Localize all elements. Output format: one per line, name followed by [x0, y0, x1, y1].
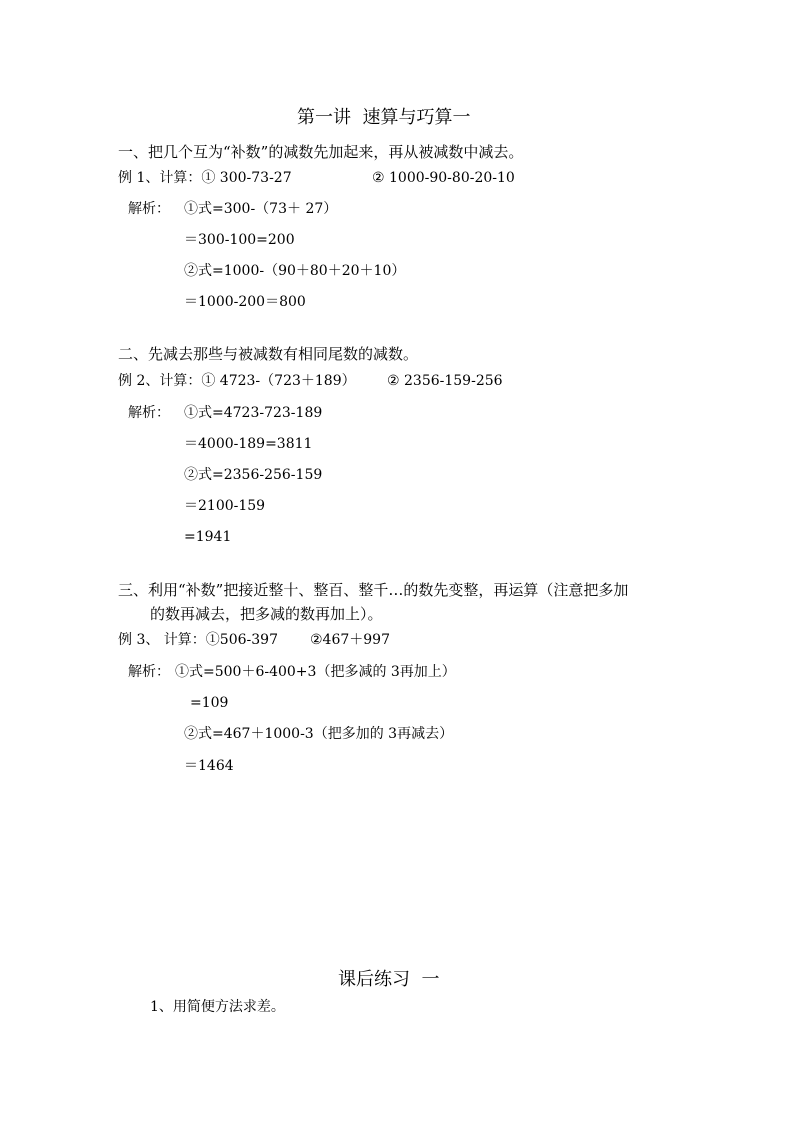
analysis3-line: =109 [190, 695, 229, 711]
example1-part2: ② 1000-90-80-20-10 [372, 170, 515, 186]
analysis1-label: 解析： [128, 201, 170, 217]
analysis1-line: ②式=1000-（90＋80＋20＋10） [184, 263, 406, 279]
analysis2-label: 解析： [128, 405, 170, 421]
analysis2-line: ①式=4723-723-189 [184, 405, 323, 421]
analysis3-line: ＝1464 [184, 758, 234, 774]
analysis2-line: ＝4000-189=3811 [184, 436, 313, 452]
analysis1-line: ①式=300-（73＋ 27） [184, 201, 338, 217]
analysis2-line: ＝2100-159 [184, 498, 266, 514]
example3-part2: ②467＋997 [310, 632, 390, 648]
section3-heading: 三、利用“补数”把接近整十、整百、整千…的数先变整，再运算（注意把多加 [118, 581, 629, 599]
section1-heading: 一、把几个互为“补数”的减数先加起来，再从被减数中减去。 [118, 143, 524, 161]
analysis2-line: ②式=2356-256-159 [184, 467, 323, 483]
analysis3-label: 解析： [128, 664, 170, 680]
analysis2-line: =1941 [184, 529, 232, 545]
page-title: 第一讲 速算与巧算一 [297, 107, 471, 128]
section2-heading: 二、先减去那些与被减数有相同尾数的减数。 [118, 345, 419, 363]
section3-heading-cont: 的数再减去，把多减的数再加上）。 [150, 605, 383, 623]
exercise-title: 课后练习 一 [338, 969, 440, 990]
analysis3-line: ②式=467＋1000-3（把多加的 3再减去） [184, 726, 454, 742]
example2-label: 例 2、计算：① 4723-（723＋189） [118, 373, 356, 389]
analysis1-line: ＝300-100=200 [184, 232, 295, 248]
analysis1-line: ＝1000-200＝800 [184, 294, 306, 310]
example3-label: 例 3、 计算：①506-397 [118, 632, 278, 648]
exercise-item: 1、用简便方法求差。 [150, 999, 285, 1015]
analysis3-line: ①式=500＋6-400+3（把多减的 3再加上） [175, 664, 456, 680]
example1-label: 例 1、计算：① 300-73-27 [118, 170, 292, 186]
example2-part2: ② 2356-159-256 [387, 373, 503, 389]
